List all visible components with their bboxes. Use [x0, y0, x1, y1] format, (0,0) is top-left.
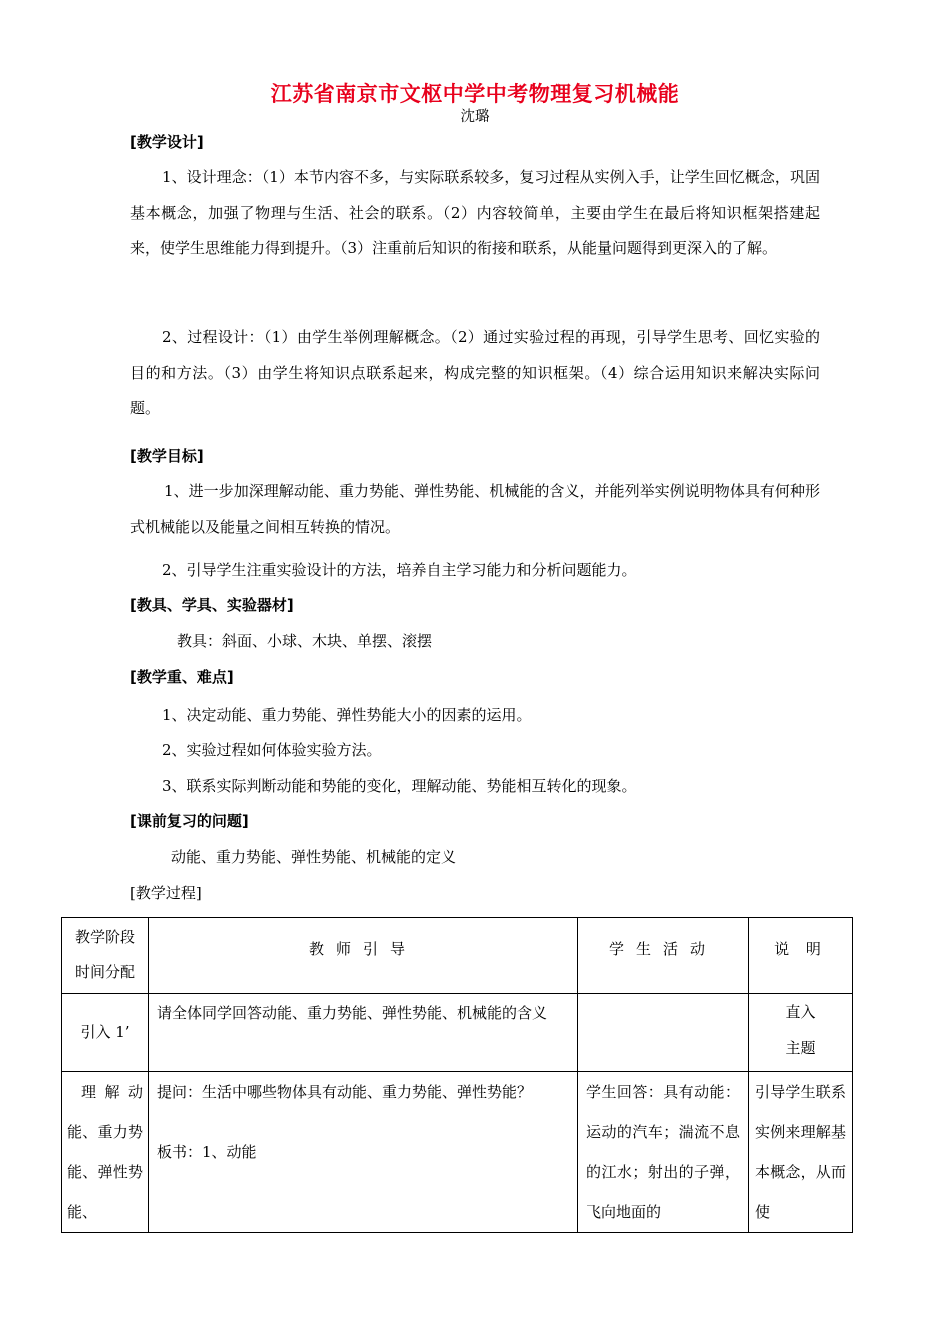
key-point-2: 2、实验过程如何体验实验方法。 [162, 741, 382, 759]
header-teacher-guide: 教师引导 [308, 940, 417, 958]
header-note: 说 明 [774, 940, 827, 958]
design-paragraph-2: 2、过程设计：（1）由学生举例理解概念。（2）通过实验过程的再现，引导学生思考、回忆实验的目的和方法。（3）由学生将知识点联系起来，构成完整的知识框架。（4）综合运用知识来解决实际问题。 [130, 328, 820, 417]
row2-teacher-board: 板书：1、动能 [157, 1143, 257, 1161]
pre-review-line: 动能、重力势能、弹性势能、机械能的定义 [171, 848, 457, 866]
goal-paragraph-2: 2、引导学生注重实验设计的方法，培养自主学习能力和分析问题能力。 [162, 561, 637, 579]
goal-paragraph-1: 1、进一步加深理解动能、重力势能、弹性势能、机械能的含义，并能列举实例说明物体具有何种形式机械能以及能量之间相互转换的情况。 [130, 482, 820, 536]
key-point-3: 3、联系实际判断动能和势能的变化，理解动能、势能相互转化的现象。 [162, 777, 637, 795]
row2-stage-cell [62, 1072, 149, 1233]
row2-student-cell [578, 1072, 749, 1233]
process-table [61, 917, 853, 1233]
table-row [62, 1072, 853, 1233]
heading-tools: [教具、学具、实验器材] [130, 596, 294, 614]
row2-student-text: 学生回答：具有动能：运动的汽车；湍流不息的江水；射出的子弹，飞向地面的 [586, 1083, 740, 1221]
tools-line: 教具：斜面、小球、木块、单摆、滚摆 [177, 632, 433, 650]
design-paragraph-1: 1、设计理念：（1）本节内容不多，与实际联系较多，复习过程从实例入手，让学生回忆概念，巩固基本概念，加强了物理与生活、社会的联系。（2）内容较简单，主要由学生在最后将知识框架搭建起来，使学生思维能力得到提升。（3）注重前后知识的衔接和联系，从能量问题得到更深入的了解。 [130, 168, 820, 257]
author-name: 沈璐 [460, 109, 490, 125]
row2-stage: 理解动能、重力势能、弹性势能、 [67, 1083, 143, 1221]
row2-teacher-question: 提问：生活中哪些物体具有动能、重力势能、弹性势能？ [157, 1083, 533, 1101]
heading-pre-review: [课前复习的问题] [130, 812, 249, 830]
row2-note-text: 引导学生联系实例来理解基本概念，从而使 [755, 1083, 846, 1221]
table-row [62, 994, 853, 1072]
row1-note-line-2: 主题 [785, 1039, 816, 1057]
header-stage-line-1: 教学阶段 [74, 928, 135, 946]
row1-note-line-1: 直入 [785, 1003, 816, 1021]
header-stage-line-2: 时间分配 [74, 963, 135, 981]
heading-teaching-design: [教学设计] [130, 133, 204, 151]
header-cell-stage [62, 918, 149, 994]
row1-note-cell [749, 994, 853, 1072]
header-cell-note [749, 918, 853, 994]
row2-teacher-cell [149, 1072, 578, 1233]
row2-note-cell [749, 1072, 853, 1233]
header-cell-student [578, 918, 749, 994]
row1-stage-cell [62, 994, 149, 1072]
key-point-1: 1、决定动能、重力势能、弹性势能大小的因素的运用。 [162, 706, 532, 724]
document-title: 江苏省南京市文枢中学中考物理复习机械能 [270, 82, 680, 106]
header-cell-teacher [149, 918, 578, 994]
row1-stage: 引入 1’ [80, 1023, 130, 1041]
row1-teacher-text: 请全体同学回答动能、重力势能、弹性势能、机械能的含义 [157, 1004, 548, 1022]
row1-student-cell [578, 994, 749, 1072]
heading-process: [教学过程] [130, 884, 202, 902]
header-student-activity: 学生活动 [608, 940, 717, 958]
heading-key-points: [教学重、难点] [130, 668, 234, 686]
heading-teaching-goals: [教学目标] [130, 447, 204, 465]
table-header-row [62, 918, 853, 994]
row1-teacher-cell [149, 994, 578, 1072]
